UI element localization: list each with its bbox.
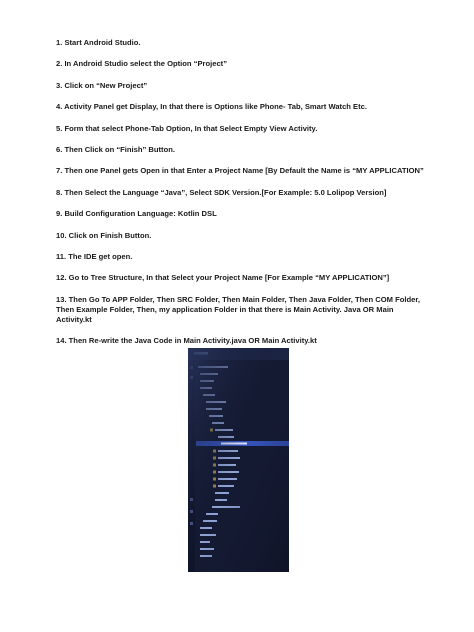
step-11: 11. The IDE get open. (56, 251, 133, 261)
step-7: 7. Then one Panel gets Open in that Enter a Project Name [By Default the Name is “MY APPLICATION” (56, 166, 424, 176)
step-1: 1. Start Android Studio. (56, 38, 141, 47)
step-4: 4. Activity Panel get Display, In that there is Options like Phone- Tab, Smart Watch Etc. (56, 102, 367, 112)
step-5: 5. Form that select Phone-Tab Option, In that Select Empty View Activity. (56, 123, 318, 133)
step-3: 3. Click on “New Project” (56, 80, 148, 90)
ide-project-tree-photo (188, 348, 289, 572)
step-9: 9. Build Configuration Language: Kotlin DSL (56, 209, 217, 219)
step-13: 13. Then Go To APP Folder, Then SRC Folder, Then Main Folder, Then Java Folder, Then COM Folder, Then Example Folder, Then, my application Folder in that there is Main Activity. Java OR Main Activity.kt (56, 294, 420, 324)
instruction-list (56, 38, 426, 357)
step-6: 6. Then Click on “Finish” Button. (56, 144, 175, 154)
step-10: 10. Click on Finish Button. (56, 230, 152, 240)
step-12: 12. Go to Tree Structure, In that Select your Project Name [For Example “MY APPLICATION”] (56, 273, 390, 283)
step-8: 8. Then Select the Language “Java”, Select SDK Version.[For Example: 5.0 Lolipop Version] (56, 187, 387, 197)
step-14: 14. Then Re-write the Java Code in Main Activity.java OR Main Activity.kt (56, 336, 317, 346)
step-2: 2. In Android Studio select the Option “Project” (56, 59, 228, 69)
